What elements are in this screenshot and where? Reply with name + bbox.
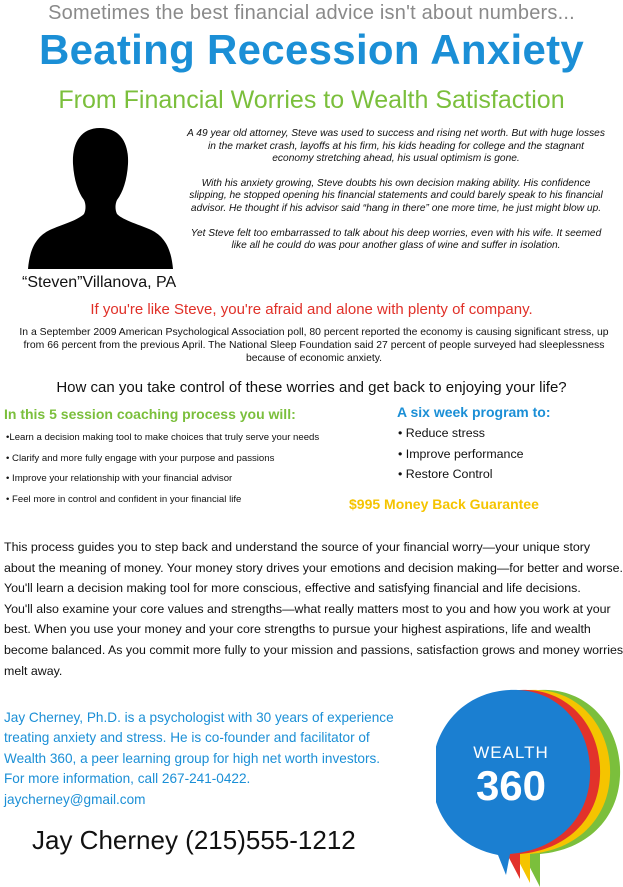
tagline: Sometimes the best financial advice isn't about numbers...: [48, 2, 575, 24]
wealth-360-logo: [436, 680, 623, 887]
list-item: • Improve performance: [398, 446, 524, 461]
guarantee-badge: $995 Money Back Guarantee: [349, 496, 539, 512]
bio-line: Wealth 360, a peer learning group for high net worth investors.: [4, 750, 381, 766]
contact-line: Jay Cherney (215)555-1212: [32, 825, 356, 855]
hook-headline: If you're like Steve, you're afraid and alone with plenty of company.: [90, 301, 533, 318]
list-item: • Clarify and more fully engage with your purpose and passions: [6, 452, 275, 464]
body-paragraph: You'll also examine your core values and strengths—what really matters most to you and how you work at your best. When you use your money and your core strengths to pursue your highest aspirations, life and wealth become balanced. As you commit more fully to your mission and passions, satisfaction grows and money worries melt away.: [4, 601, 623, 678]
case-story: [186, 128, 606, 265]
person-silhouette-icon: [28, 124, 173, 269]
email-link[interactable]: jaycherney@gmail.com: [4, 791, 146, 807]
page-title: Beating Recession Anxiety: [38, 26, 585, 73]
coaching-heading: In this 5 session coaching process you will:: [4, 406, 296, 422]
list-item: • Restore Control: [398, 467, 493, 481]
story-paragraph: A 49 year old attorney, Steve was used to success and rising net worth. But with huge losses in the market crash, layoffs at his firm, his kids heading for college and the stagnant economy stretching ahead, his usual optimism is gone.: [187, 128, 605, 165]
list-item: • Feel more in control and confident in your financial life: [6, 493, 242, 505]
story-paragraph: Yet Steve felt too embarrassed to talk about his deep worries, even with his wife. It seemed like all he could do was pour another glass of wine and suffer in isolation.: [190, 227, 602, 252]
bio-phone: For more information, call 267-241-0422.: [4, 771, 251, 787]
page-subtitle: From Financial Worries to Wealth Satisfaction: [58, 86, 565, 114]
poll-statistics: In a September 2009 American Psychological Association poll, 80 percent reported the economy is causing significant stress, up from 66 percent from the previous April. The National Sleep Foundation said 27 percent of people surveyed had sleeplessness because of economic anxiety.: [19, 327, 609, 364]
bio-line: Jay Cherney, Ph.D. is a psychologist with 30 years of experience: [4, 710, 394, 725]
list-item: •Learn a decision making tool to make choices that truly serve your needs: [6, 432, 320, 443]
list-item: • Reduce stress: [398, 426, 485, 440]
story-paragraph: With his anxiety growing, Steve doubts his own decision making ability. His confidence slipping, he stopped opening his financial statements and could barely speak to his financial advisor. He thought if his advisor said “hang in there” one more time, he just might blow up.: [189, 177, 603, 214]
body-paragraph: This process guides you to step back and understand the source of your financial worry—your unique story about the meaning of money. Your money story drives your emotions and decision making—for better and worse. You'll learn a decision making tool for more conscious, effective and satisfying financial and life decisions.: [4, 540, 623, 596]
list-item: • Improve your relationship with your financial advisor: [6, 473, 233, 484]
author-bio: [4, 708, 436, 810]
bio-line: treating anxiety and stress. He is co-founder and facilitator of: [4, 730, 370, 746]
program-list: [398, 426, 524, 488]
logo-word: WEALTH: [473, 743, 549, 762]
profile-caption: “Steven”Villanova, PA: [22, 274, 177, 291]
key-question: How can you take control of these worries and get back to enjoying your life?: [56, 379, 567, 396]
process-description: [4, 537, 623, 681]
logo-number: 360: [475, 762, 547, 809]
coaching-list: [6, 432, 319, 514]
program-heading: A six week program to:: [397, 404, 551, 420]
